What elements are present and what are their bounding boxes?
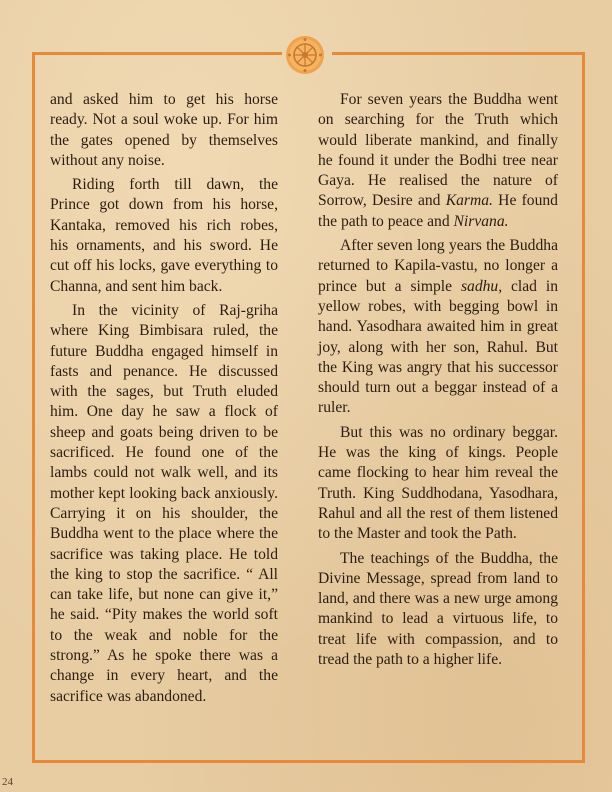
- right-paragraph-4: The teachings of the Buddha, the Divine Message, spread from land to land, and there was a new urge among mankind to lead a virtuous life, to treat life with compassion, and to tread the path to a higher life.: [318, 549, 558, 669]
- frame-top-right-border: [332, 52, 584, 55]
- left-paragraph-1: and asked him to get his horse ready. Not a soul woke up. For him the gates opened by themselves without any noise.: [50, 91, 278, 169]
- right-text-column: [318, 90, 558, 670]
- right-paragraph-1-text-a: For seven years the Buddha went on searching for the Truth which would liberate mankind, and finally he found it under the Bodhi tree near Gaya. He realised the nature of Sorrow, Desire and: [318, 91, 558, 210]
- right-paragraph-2-text-a: After seven long years the Buddha returned to Kapila-vastu, no longer a prince but a simple: [318, 237, 558, 295]
- left-text-column: [50, 90, 278, 707]
- karma-term: Karma.: [445, 192, 493, 210]
- nirvana-term: Nirvana.: [453, 212, 509, 230]
- left-paragraph-3: In the vicinity of Raj-griha where King Bimbisara ruled, the future Buddha engaged himself in fasts and penance. He discussed with the sages, but Truth eluded him. One day he saw a flock of sheep and goats being driven to be sacrificed. He found one of the lambs could not walk well, and its mother kept looking back anxiously. Carrying it on his shoulder, the Buddha went to the place where the sacrifice was taking place. He told the king to stop the sacrifice. “ All can take life, but none can give it,” he said. “Pity makes the world soft to the weak and noble for the strong.” As he spoke there was a change in every heart, and the sacrifice was abandoned.: [50, 301, 278, 705]
- frame-right-border: [582, 52, 585, 762]
- page-number: 24: [2, 776, 13, 788]
- right-paragraph-2-text-b: clad in yellow robes, with begging bowl in hand. Yasodhara awaited him in great joy, along with her son, Rahul. But the King was angry that his successor should turn out a beggar instead of a ruler.: [318, 277, 558, 417]
- right-paragraph-3: But this was no ordinary beggar. He was the king of kings. People came flocking to hear him reveal the Truth. King Suddhodana, Yasodhara, Rahul and all the rest of them listened to the Master and took the Path.: [318, 423, 558, 543]
- frame-bottom-border: [32, 760, 585, 763]
- frame-top-left-border: [32, 52, 282, 55]
- dharma-wheel-icon: [285, 35, 325, 75]
- frame-left-border: [32, 52, 35, 762]
- right-paragraph-1-text-b: He found the path to peace and: [318, 192, 558, 230]
- right-paragraph-2: [318, 236, 558, 419]
- left-paragraph-2: Riding forth till dawn, the Prince got down from his horse, Kantaka, removed his rich robes, his ornaments, and his sword. He cut off his locks, gave everything to Channa, and sent him back.: [50, 176, 278, 295]
- right-paragraph-1: [318, 90, 558, 232]
- sadhu-term: sadhu,: [460, 277, 503, 295]
